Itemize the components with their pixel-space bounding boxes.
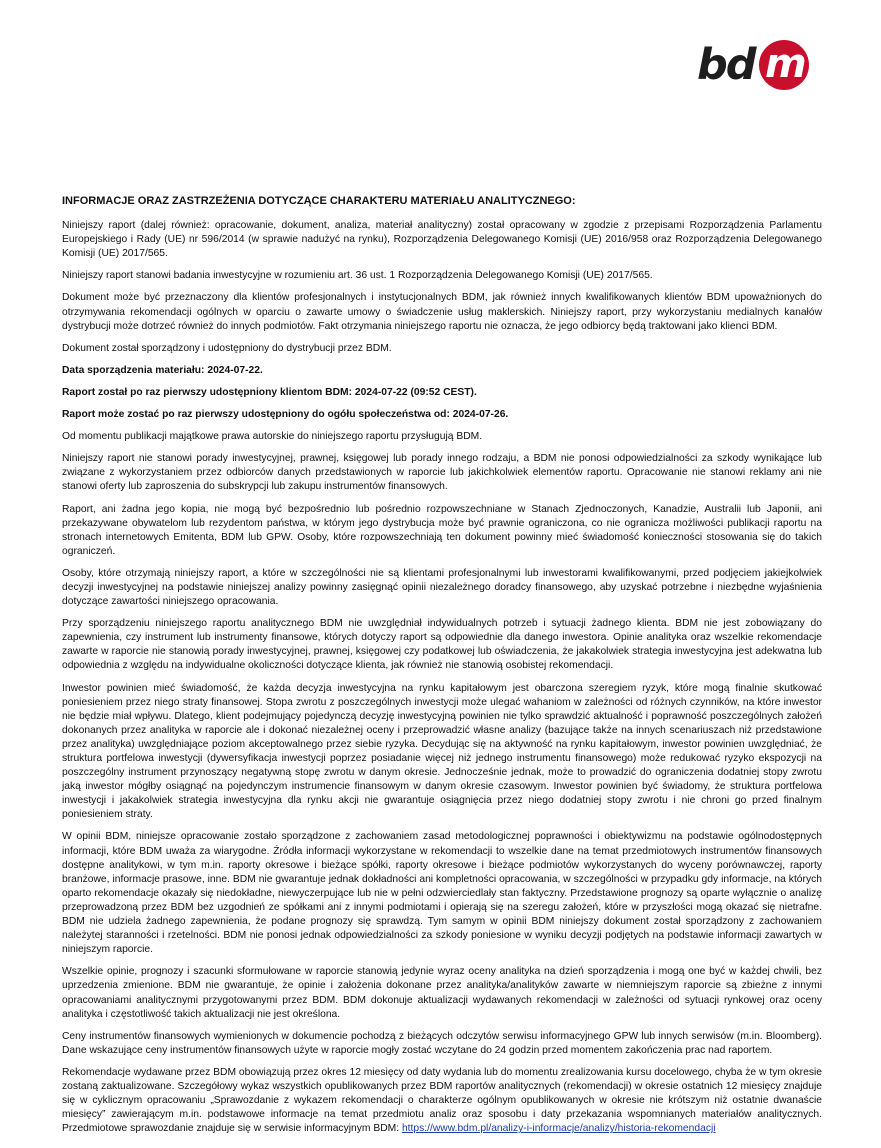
paragraph-independent-advisor: Osoby, które otrzymają niniejszy raport, a które w szczególności nie są klientami profesjonalnymi lub inwestorami kwalifikowanymi, przed podjęciem jakiejkolwiek decyzji inwestycyjnej na podstawie niniejszej analizy powinny zasięgnąć opinii niezależnego doradcy finansowego, aby uzyskać potrzebne i niezbędne wyjaśnienia dotyczące zawartości niniejszego opracowania. [62,567,822,608]
paragraph-opinions: Wszelkie opinie, prognozy i szacunki sformułowane w raporcie stanowią jedynie wyraz oceny analityka na dzień sporządzenia i mogą one być w każdej chwili, bez uprzedzenia zmienione. BDM nie gwarantuje, że opinie i założenia dokonane przez analityka/analityków zawarte w niemniejszym raporcie są zbieżne z innymi opracowaniami analitycznymi przygotowanymi przez BDM. BDM dokonuje aktualizacji wydawanych rekomendacji w zależności od sytuacji rynkowej oraz oceny analityka i częstotliwość takich aktualizacji nie jest określona. [62,966,822,1020]
paragraph-first-release-public: Raport może zostać po raz pierwszy udostępniony do ogółu społeczeństwa od: 2024-07-26. [62,409,509,421]
logo-text: bd [697,40,755,90]
paragraph-copyright: Od momentu publikacji majątkowe prawa autorskie do niniejszego raportu przysługują BDM. [62,431,483,443]
paragraph-regulations: Niniejszy raport (dalej również: opracowanie, dokument, analiza, materiał analityczny) został opracowany w zgodzie z przepisami Rozporządzenia Parlamentu Europejskiego i Rady (UE) nr 596/2014 (w sprawie nadużyć na rynku), Rozporządzenia Delegowanego Komisji (UE) 2016/958 oraz Rozporządzenia Delegowanego Komisji (UE) 2017/565. [62,220,822,260]
paragraph-recipients: Dokument może być przeznaczony dla klientów profesjonalnych i instytucjonalnych BDM, jak również innych kwalifikowanych klientów BDM upoważnionych do otrzymywania rekomendacji ogólnych w oparciu o zawarte umowy o świadczenie usług maklerskich. Niniejszy raport, przy wykorzystaniu medialnych kanałów dystrybucji może dotrzeć również do innych podmiotów. Fakt otrzymania niniejszego raportu nie oznacza, że jego odbiorcy będą traktowani jako klienci BDM. [62,292,822,332]
paragraph-validity [62,1066,822,1136]
paragraph-prepared-by: Dokument został sporządzony i udostępniony do dystrybucji przez BDM. [62,342,392,354]
disclaimer-content [62,194,822,1144]
paragraph-methodology: W opinii BDM, niniejsze opracowanie zostało sporządzone z zachowaniem zasad metodologicznej poprawności i obiektywizmu na podstawie ogólnodostępnych informacji, które BDM uważa za wiarygodne. Źródła informacji wykorzystane w rekomendacji to wszelkie dane na temat przedmiotowych instrumentów finansowych dostępne analitykowi, w tym m.in. raporty okresowe i bieżące spółki, raporty okresowe i bieżące podmiotów wykorzystanych do wyceny porównawczej, raporty branżowe, informacje prasowe, inne. BDM nie gwarantuje jednak dokładności ani kompletności opracowania, w szczególności w przypadku gdy informacje, na których oparto rekomendacje okazały się niedokładne, niewyczerpujące lub nie w pełni odzwierciedlały stan faktyczny. Przedstawione prognozy są oparte wyłącznie o analizę przeprowadzoną przez BDM bez uzgodnień ze spółkami ani z innymi podmiotami i opierają się na szeregu założeń, które w przyszłości mogą okazać się nietrafne. BDM nie udziela żadnego zapewnienia, że podane prognozy się sprawdzą. Tym samym w opinii BDM niniejszy dokument został sporządzony z zachowaniem należytej staranności i rzetelności. BDM nie ponosi jednak odpowiedzialności za szkody poniesione w wyniku decyzji podjętych na podstawie informacji zawartych w niniejszym raporcie. [62,831,822,956]
paragraph-investment-risk: Inwestor powinien mieć świadomość, że każda decyzja inwestycyjna na rynku kapitałowym jest obarczona szeregiem ryzyk, które mogą finalnie skutkować poniesieniem przez niego straty finansowej. Stopa zwrotu z poszczególnych inwestycji może ulegać wahaniom w zależności od różnych czynników, na które inwestor nie będzie miał wpływu. Dlatego, klient podejmujący pojedynczą decyzję inwestycyjną powinien nie tylko sprawdzić aktualność i poprawność poszczególnych założeń dokonanych przez analityka w raporcie ale i dokonać niezależnej oceny i przeprowadzić własne analizy (bazujące także na innych scenariuszach niż przedstawione przez analityka) uwzględniające poziom akceptowalnego przez siebie ryzyka. Decydując się na aktywność na rynku kapitałowym, inwestor powinien uwzględniać, że struktura portfelowa inwestycji (dywersyfikacja inwestycji poprzez posiadanie więcej niż jednego instrumentu finansowego) może redukować ryzyko ekspozycji na poszczególny instrument przynoszący negatywną stopę zwrotu w danym okresie. Jednocześnie jednak, może to prowadzić do ograniczenia dodatniej stopy zwrotu jaką inwestor mógłby osiągnąć na pojedynczym instrumencie finansowym w danym okresie czasowym. Inwestor powinien być świadomy, że struktura portfelowa inwestycji i jakakolwiek strategia inwestycyjna dla rynku akcji nie gwarantuje osiągnięcia przez niego dodatniej stopy zwrotu i nie chroni go przed finalnym poniesieniem straty. [62,682,822,821]
paragraph-investment-research: Niniejszy raport stanowi badania inwestycyjne w rozumieniu art. 36 ust. 1 Rozporządzenia Delegowanego Komisji (UE) 2017/565. [62,270,653,282]
paragraph-distribution-restrictions: Raport, ani żadna jego kopia, nie mogą być bezpośrednio lub pośrednio rozpowszechniane w Stanach Zjednoczonych, Kanadzie, Australii lub Japonii, ani przekazywane obywatelom lub rezydentom państwa, w którym jego dystrybucja może być prawnie ograniczona, co nie ogranicza możliwości publikacji raportu na stronach internetowych Emitenta, BDM lub GPW. Osoby, które rozpowszechniają ten dokument powinny mieć świadomość konieczności stosowania się do takich ograniczeń. [62,503,822,557]
paragraph-individual-needs: Przy sporządzeniu niniejszego raportu analitycznego BDM nie uwzględniał indywidualnych potrzeb i sytuacji żadnego klienta. BDM nie jest zobowiązany do zapewnienia, czy instrument lub instrumenty finansowe, których dotyczy raport są odpowiednie dla danego inwestora. Opinie analityka oraz wszelkie rekomendacje zawarte w raporcie nie stanowią porady inwestycyjnej, prawnej, księgowej czy podatkowej lub oświadczenia, że jakakolwiek strategia inwestycyjna jest adekwatna lub odpowiednia z względu na indywidualne okoliczności dotyczące klienta, jak również nie stanowią osobistej rekomendacji. [62,618,822,672]
paragraph-first-release-clients: Raport został po raz pierwszy udostępniony klientom BDM: 2024-07-22 (09:52 CEST). [62,386,477,398]
paragraph-date-prepared: Data sporządzenia materiału: 2024-07-22. [62,364,263,376]
logo-letter-m: m [765,41,805,87]
paragraph-no-advice: Niniejszy raport nie stanowi porady inwestycyjnej, prawnej, księgowej lub porady innego rodzaju, a BDM nie ponosi odpowiedzialności za szkody wynikające lub związane z wykorzystaniem przez odbiorców danych przedstawionych w raporcie lub jakichkolwiek elementów raportu. Opracowanie nie stanowi reklamy ani nie stanowi oferty lub zaproszenia do subskrypcji lub zakupu instrumentów finansowych. [62,453,822,493]
section-heading: INFORMACJE ORAZ ZASTRZEŻENIA DOTYCZĄCE CHARAKTERU MATERIAŁU ANALITYCZNEGO: [62,195,576,207]
paragraph-validity-text: Rekomendacje wydawane przez BDM obowiązują przez okres 12 miesięcy od daty wydania lub do momentu zrealizowania kursu docelowego, chyba że w tym okresie zostaną zaktualizowane. Szczegółowy wykaz wszystkich opublikowanych przez BDM raportów analitycznych (rekomendacji) w okresie ostatnich 12 miesięcy znajduje się w cyklicznym opracowaniu „Sprawozdanie z wykazem rekomendacji o charakterze ogólnym opublikowanych w okresie nie krótszym niż ostatnie dwanaście miesięcy” zawierającym m.in. podstawowe informacje na temat przedmiotu analiz oraz sposobu i daty przekazania wspomnianych materiałów analitycznych. Przedmiotowe sprawozdanie znajduje się w serwisie informacyjnym BDM: [62,1066,822,1135]
paragraph-prices: Ceny instrumentów finansowych wymienionych w dokumencie pochodzą z bieżących odczytów serwisu informacyjnego GPW lub innych serwisów (m.in. Bloomberg). Dane wskazujące ceny instrumentów finansowych użyte w raporcie mogły zostać wczytane do 24 godzin przed momentem zakończenia prac nad raportem. [62,1030,822,1056]
bdm-logo [697,38,813,96]
history-recommendations-link[interactable]: https://www.bdm.pl/analizy-i-informacje/analizy/historia-rekomendacji [401,1123,716,1135]
